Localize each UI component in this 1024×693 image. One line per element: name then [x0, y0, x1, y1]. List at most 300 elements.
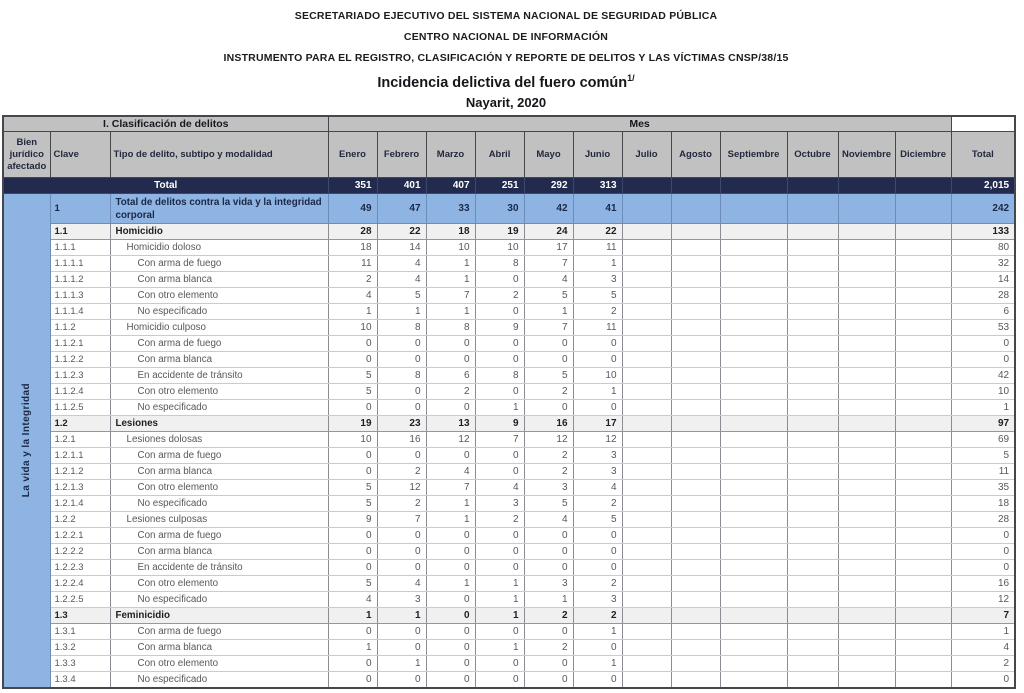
row-month-value-10 — [787, 496, 838, 512]
row-month-value-5: 2 — [524, 448, 573, 464]
row-month-value-4: 0 — [475, 384, 524, 400]
row-month-value-9 — [720, 560, 787, 576]
row-month-value-2: 3 — [377, 592, 426, 608]
row-month-value-12 — [895, 320, 951, 336]
row-clave: 1.3.3 — [50, 656, 110, 672]
row-month-value-11 — [838, 656, 895, 672]
row-month-value-12 — [895, 194, 951, 224]
table-row-1.2.1 — [3, 432, 1015, 448]
row-month-value-5: 0 — [524, 400, 573, 416]
row-month-value-4: 0 — [475, 656, 524, 672]
row-month-value-9 — [720, 224, 787, 240]
row-month-value-9 — [720, 352, 787, 368]
row-month-value-10 — [787, 368, 838, 384]
row-month-value-2: 0 — [377, 560, 426, 576]
row-month-value-11 — [838, 272, 895, 288]
row-month-value-12 — [895, 288, 951, 304]
group-header-classification: I. Clasificación de delitos — [3, 116, 328, 132]
row-month-value-1: 5 — [328, 496, 377, 512]
row-label: No especificado — [110, 672, 328, 689]
row-label: Con arma de fuego — [110, 256, 328, 272]
row-month-value-5: 0 — [524, 544, 573, 560]
row-label: Homicidio — [110, 224, 328, 240]
table-row-1.1.2.5 — [3, 400, 1015, 416]
table-row-1.2.2.2 — [3, 544, 1015, 560]
row-month-value-11 — [838, 480, 895, 496]
row-month-value-10 — [787, 400, 838, 416]
row-month-value-3: 0 — [426, 336, 475, 352]
row-month-value-3: 0 — [426, 608, 475, 624]
row-month-value-6: 10 — [573, 368, 622, 384]
row-month-value-8 — [671, 656, 720, 672]
row-month-value-9 — [720, 608, 787, 624]
row-month-value-4: 0 — [475, 464, 524, 480]
row-month-value-5: 0 — [524, 560, 573, 576]
table-row-1.1 — [3, 224, 1015, 240]
row-label: Total de delitos contra la vida y la integridad corporal — [110, 194, 328, 224]
row-month-value-7 — [622, 224, 671, 240]
row-month-value-4: 8 — [475, 256, 524, 272]
table-row-1.2.2.5 — [3, 592, 1015, 608]
row-label: Con arma blanca — [110, 352, 328, 368]
row-month-value-10 — [787, 592, 838, 608]
row-month-value-11 — [838, 640, 895, 656]
row-month-value-1: 0 — [328, 624, 377, 640]
row-month-value-8 — [671, 640, 720, 656]
row-month-value-5: 0 — [524, 336, 573, 352]
group-header-spacer — [951, 116, 1015, 132]
column-header-month-mayo: Mayo — [524, 132, 573, 178]
row-month-value-12 — [895, 416, 951, 432]
row-month-value-10 — [787, 384, 838, 400]
row-month-value-10 — [787, 352, 838, 368]
row-month-value-2: 0 — [377, 336, 426, 352]
column-header-month-septiembre: Septiembre — [720, 132, 787, 178]
row-month-value-9 — [720, 432, 787, 448]
row-month-value-4: 4 — [475, 480, 524, 496]
table-row-1.1.2 — [3, 320, 1015, 336]
row-month-value-7 — [622, 672, 671, 689]
row-month-value-9 — [720, 512, 787, 528]
row-clave: 1.1.2.1 — [50, 336, 110, 352]
row-month-value-11 — [838, 256, 895, 272]
row-month-value-11 — [838, 240, 895, 256]
row-month-value-12 — [895, 512, 951, 528]
row-month-value-1: 5 — [328, 480, 377, 496]
row-month-value-7 — [622, 304, 671, 320]
row-month-value-6: 0 — [573, 640, 622, 656]
row-month-value-1: 5 — [328, 576, 377, 592]
row-month-value-10 — [787, 576, 838, 592]
grand-total-annual-value: 2,015 — [951, 178, 1015, 194]
row-month-value-10 — [787, 224, 838, 240]
row-month-value-6: 2 — [573, 496, 622, 512]
row-total-value: 11 — [951, 464, 1015, 480]
row-total-value: 53 — [951, 320, 1015, 336]
row-month-value-7 — [622, 480, 671, 496]
row-month-value-3: 8 — [426, 320, 475, 336]
row-month-value-7 — [622, 352, 671, 368]
grand-total-month-value-2: 401 — [377, 178, 426, 194]
report-title-text: Incidencia delictiva del fuero común — [377, 74, 628, 91]
row-month-value-12 — [895, 656, 951, 672]
row-month-value-11 — [838, 560, 895, 576]
row-clave: 1 — [50, 194, 110, 224]
row-month-value-6: 41 — [573, 194, 622, 224]
row-month-value-3: 0 — [426, 640, 475, 656]
row-total-value: 1 — [951, 400, 1015, 416]
row-month-value-12 — [895, 224, 951, 240]
row-month-value-9 — [720, 272, 787, 288]
row-clave: 1.1.1.2 — [50, 272, 110, 288]
row-clave: 1.2.1 — [50, 432, 110, 448]
row-total-value: 0 — [951, 352, 1015, 368]
sidebar-vertical-label: La vida y la Integridad — [21, 382, 33, 497]
row-month-value-2: 0 — [377, 384, 426, 400]
row-month-value-7 — [622, 592, 671, 608]
row-month-value-10 — [787, 656, 838, 672]
row-month-value-2: 23 — [377, 416, 426, 432]
row-month-value-9 — [720, 368, 787, 384]
row-month-value-6: 3 — [573, 592, 622, 608]
row-month-value-2: 47 — [377, 194, 426, 224]
row-month-value-7 — [622, 608, 671, 624]
table-row-1.2.1.1 — [3, 448, 1015, 464]
row-month-value-5: 24 — [524, 224, 573, 240]
row-month-value-3: 13 — [426, 416, 475, 432]
row-month-value-11 — [838, 448, 895, 464]
row-month-value-8 — [671, 560, 720, 576]
row-month-value-10 — [787, 336, 838, 352]
row-month-value-9 — [720, 496, 787, 512]
row-label: No especificado — [110, 592, 328, 608]
row-month-value-9 — [720, 448, 787, 464]
row-month-value-2: 22 — [377, 224, 426, 240]
column-header-month-marzo: Marzo — [426, 132, 475, 178]
row-month-value-8 — [671, 448, 720, 464]
row-label: Con arma de fuego — [110, 624, 328, 640]
row-total-value: 32 — [951, 256, 1015, 272]
row-month-value-3: 0 — [426, 528, 475, 544]
row-month-value-10 — [787, 544, 838, 560]
row-month-value-1: 19 — [328, 416, 377, 432]
row-month-value-11 — [838, 304, 895, 320]
row-month-value-7 — [622, 416, 671, 432]
grand-total-month-value-9 — [720, 178, 787, 194]
row-clave: 1.2.1.1 — [50, 448, 110, 464]
row-month-value-3: 18 — [426, 224, 475, 240]
row-month-value-4: 0 — [475, 528, 524, 544]
row-month-value-9 — [720, 320, 787, 336]
title-secretariado: SECRETARIADO EJECUTIVO DEL SISTEMA NACIONAL DE SEGURIDAD PÚBLICA — [294, 10, 718, 22]
table-row-1.3.1 — [3, 624, 1015, 640]
row-month-value-11 — [838, 496, 895, 512]
row-month-value-4: 1 — [475, 592, 524, 608]
row-month-value-11 — [838, 400, 895, 416]
row-month-value-11 — [838, 512, 895, 528]
row-month-value-11 — [838, 624, 895, 640]
column-header-month-agosto: Agosto — [671, 132, 720, 178]
row-month-value-8 — [671, 624, 720, 640]
row-month-value-8 — [671, 416, 720, 432]
row-month-value-8 — [671, 368, 720, 384]
column-header-month-diciembre: Diciembre — [895, 132, 951, 178]
row-month-value-10 — [787, 448, 838, 464]
row-clave: 1.2.1.4 — [50, 496, 110, 512]
row-label: Con arma blanca — [110, 640, 328, 656]
row-month-value-8 — [671, 432, 720, 448]
row-month-value-8 — [671, 352, 720, 368]
row-month-value-12 — [895, 304, 951, 320]
row-month-value-1: 0 — [328, 528, 377, 544]
row-month-value-3: 7 — [426, 288, 475, 304]
row-month-value-5: 0 — [524, 528, 573, 544]
row-month-value-7 — [622, 194, 671, 224]
row-month-value-1: 0 — [328, 656, 377, 672]
row-month-value-6: 3 — [573, 448, 622, 464]
row-month-value-4: 3 — [475, 496, 524, 512]
row-month-value-10 — [787, 272, 838, 288]
row-total-value: 18 — [951, 496, 1015, 512]
row-label: Lesiones culposas — [110, 512, 328, 528]
row-month-value-2: 7 — [377, 512, 426, 528]
row-month-value-5: 7 — [524, 320, 573, 336]
row-month-value-2: 2 — [377, 496, 426, 512]
row-month-value-6: 0 — [573, 544, 622, 560]
table-row-1.2.1.2 — [3, 464, 1015, 480]
row-clave: 1.2.2.4 — [50, 576, 110, 592]
row-month-value-1: 2 — [328, 272, 377, 288]
row-month-value-9 — [720, 336, 787, 352]
row-month-value-5: 2 — [524, 464, 573, 480]
grand-total-month-value-3: 407 — [426, 178, 475, 194]
row-label: Homicidio doloso — [110, 240, 328, 256]
row-month-value-2: 0 — [377, 640, 426, 656]
row-month-value-10 — [787, 672, 838, 689]
row-month-value-10 — [787, 480, 838, 496]
row-month-value-9 — [720, 624, 787, 640]
table-row-1.2 — [3, 416, 1015, 432]
row-month-value-7 — [622, 448, 671, 464]
row-month-value-9 — [720, 240, 787, 256]
row-month-value-10 — [787, 320, 838, 336]
row-total-value: 69 — [951, 432, 1015, 448]
row-month-value-7 — [622, 432, 671, 448]
row-total-value: 6 — [951, 304, 1015, 320]
row-total-value: 5 — [951, 448, 1015, 464]
row-month-value-2: 5 — [377, 288, 426, 304]
row-month-value-9 — [720, 544, 787, 560]
column-header-clave: Clave — [50, 132, 110, 178]
row-month-value-6: 11 — [573, 240, 622, 256]
row-month-value-7 — [622, 512, 671, 528]
row-total-value: 10 — [951, 384, 1015, 400]
row-month-value-4: 1 — [475, 576, 524, 592]
table-row-1 — [3, 194, 1015, 224]
row-month-value-11 — [838, 336, 895, 352]
row-month-value-8 — [671, 336, 720, 352]
row-month-value-5: 0 — [524, 656, 573, 672]
row-clave: 1.2.1.2 — [50, 464, 110, 480]
row-clave: 1.1.2.2 — [50, 352, 110, 368]
row-month-value-3: 0 — [426, 560, 475, 576]
row-month-value-4: 8 — [475, 368, 524, 384]
column-header-month-julio: Julio — [622, 132, 671, 178]
row-month-value-7 — [622, 464, 671, 480]
row-total-value: 0 — [951, 672, 1015, 689]
row-label: No especificado — [110, 496, 328, 512]
row-label: Homicidio culposo — [110, 320, 328, 336]
row-month-value-11 — [838, 576, 895, 592]
row-total-value: 2 — [951, 656, 1015, 672]
row-label: Con otro elemento — [110, 384, 328, 400]
row-total-value: 80 — [951, 240, 1015, 256]
row-month-value-7 — [622, 368, 671, 384]
row-month-value-7 — [622, 320, 671, 336]
row-label: Con arma de fuego — [110, 528, 328, 544]
row-label: Con otro elemento — [110, 480, 328, 496]
row-month-value-5: 0 — [524, 672, 573, 689]
row-month-value-1: 5 — [328, 384, 377, 400]
row-month-value-9 — [720, 656, 787, 672]
row-total-value: 35 — [951, 480, 1015, 496]
row-month-value-5: 7 — [524, 256, 573, 272]
table-row-1.3 — [3, 608, 1015, 624]
row-month-value-8 — [671, 304, 720, 320]
row-total-value: 16 — [951, 576, 1015, 592]
row-month-value-1: 0 — [328, 352, 377, 368]
row-month-value-10 — [787, 512, 838, 528]
row-label: Con otro elemento — [110, 576, 328, 592]
row-month-value-3: 12 — [426, 432, 475, 448]
title-block — [0, 0, 1012, 110]
row-month-value-9 — [720, 672, 787, 689]
row-month-value-9 — [720, 528, 787, 544]
row-clave: 1.2.2.2 — [50, 544, 110, 560]
row-month-value-10 — [787, 240, 838, 256]
row-month-value-4: 1 — [475, 608, 524, 624]
row-month-value-6: 4 — [573, 480, 622, 496]
row-month-value-1: 0 — [328, 400, 377, 416]
table-row-1.1.2.4 — [3, 384, 1015, 400]
row-month-value-12 — [895, 640, 951, 656]
grand-total-row — [3, 178, 1015, 194]
table-row-1.1.2.1 — [3, 336, 1015, 352]
row-month-value-11 — [838, 544, 895, 560]
row-month-value-4: 0 — [475, 544, 524, 560]
row-total-value: 7 — [951, 608, 1015, 624]
row-month-value-3: 33 — [426, 194, 475, 224]
row-month-value-5: 5 — [524, 496, 573, 512]
row-month-value-4: 0 — [475, 272, 524, 288]
row-total-value: 1 — [951, 624, 1015, 640]
row-month-value-5: 16 — [524, 416, 573, 432]
table-row-1.1.1.2 — [3, 272, 1015, 288]
row-month-value-5: 42 — [524, 194, 573, 224]
row-month-value-2: 8 — [377, 320, 426, 336]
row-month-value-10 — [787, 416, 838, 432]
row-total-value: 4 — [951, 640, 1015, 656]
row-total-value: 0 — [951, 560, 1015, 576]
row-month-value-9 — [720, 256, 787, 272]
table-row-1.2.2 — [3, 512, 1015, 528]
row-total-value: 28 — [951, 512, 1015, 528]
row-month-value-5: 4 — [524, 272, 573, 288]
row-label: Con arma blanca — [110, 464, 328, 480]
report-title — [0, 73, 1012, 91]
table-row-1.3.3 — [3, 656, 1015, 672]
row-month-value-9 — [720, 416, 787, 432]
row-total-value: 97 — [951, 416, 1015, 432]
row-month-value-6: 2 — [573, 576, 622, 592]
row-label: Con arma de fuego — [110, 448, 328, 464]
row-month-value-9 — [720, 464, 787, 480]
row-month-value-12 — [895, 272, 951, 288]
table-row-1.2.2.1 — [3, 528, 1015, 544]
table-row-1.1.1.4 — [3, 304, 1015, 320]
row-month-value-11 — [838, 320, 895, 336]
row-month-value-11 — [838, 608, 895, 624]
row-month-value-2: 4 — [377, 256, 426, 272]
row-month-value-1: 0 — [328, 560, 377, 576]
row-month-value-6: 0 — [573, 672, 622, 689]
row-month-value-12 — [895, 480, 951, 496]
row-month-value-8 — [671, 288, 720, 304]
row-month-value-8 — [671, 464, 720, 480]
row-month-value-1: 1 — [328, 304, 377, 320]
row-total-value: 12 — [951, 592, 1015, 608]
row-month-value-5: 3 — [524, 480, 573, 496]
row-month-value-2: 1 — [377, 656, 426, 672]
row-month-value-4: 0 — [475, 336, 524, 352]
row-month-value-4: 0 — [475, 448, 524, 464]
grand-total-month-value-1: 351 — [328, 178, 377, 194]
row-month-value-6: 22 — [573, 224, 622, 240]
row-month-value-7 — [622, 624, 671, 640]
row-month-value-5: 2 — [524, 608, 573, 624]
row-month-value-1: 1 — [328, 608, 377, 624]
row-month-value-1: 10 — [328, 320, 377, 336]
row-month-value-4: 0 — [475, 304, 524, 320]
row-month-value-11 — [838, 352, 895, 368]
sidebar-bien-juridico-cell — [3, 194, 50, 689]
row-label: No especificado — [110, 400, 328, 416]
column-header-month-octubre: Octubre — [787, 132, 838, 178]
row-month-value-3: 1 — [426, 496, 475, 512]
row-month-value-7 — [622, 288, 671, 304]
row-month-value-5: 17 — [524, 240, 573, 256]
row-month-value-7 — [622, 576, 671, 592]
row-month-value-10 — [787, 560, 838, 576]
row-month-value-10 — [787, 608, 838, 624]
row-month-value-2: 2 — [377, 464, 426, 480]
row-month-value-11 — [838, 672, 895, 689]
row-month-value-1: 4 — [328, 592, 377, 608]
row-month-value-12 — [895, 544, 951, 560]
column-header-month-abril: Abril — [475, 132, 524, 178]
table-row-1.3.4 — [3, 672, 1015, 689]
row-month-value-3: 0 — [426, 672, 475, 689]
row-month-value-1: 4 — [328, 288, 377, 304]
row-month-value-8 — [671, 592, 720, 608]
row-month-value-2: 16 — [377, 432, 426, 448]
row-month-value-11 — [838, 528, 895, 544]
row-month-value-8 — [671, 194, 720, 224]
row-month-value-9 — [720, 288, 787, 304]
row-month-value-5: 0 — [524, 352, 573, 368]
row-month-value-3: 0 — [426, 448, 475, 464]
row-clave: 1.3 — [50, 608, 110, 624]
